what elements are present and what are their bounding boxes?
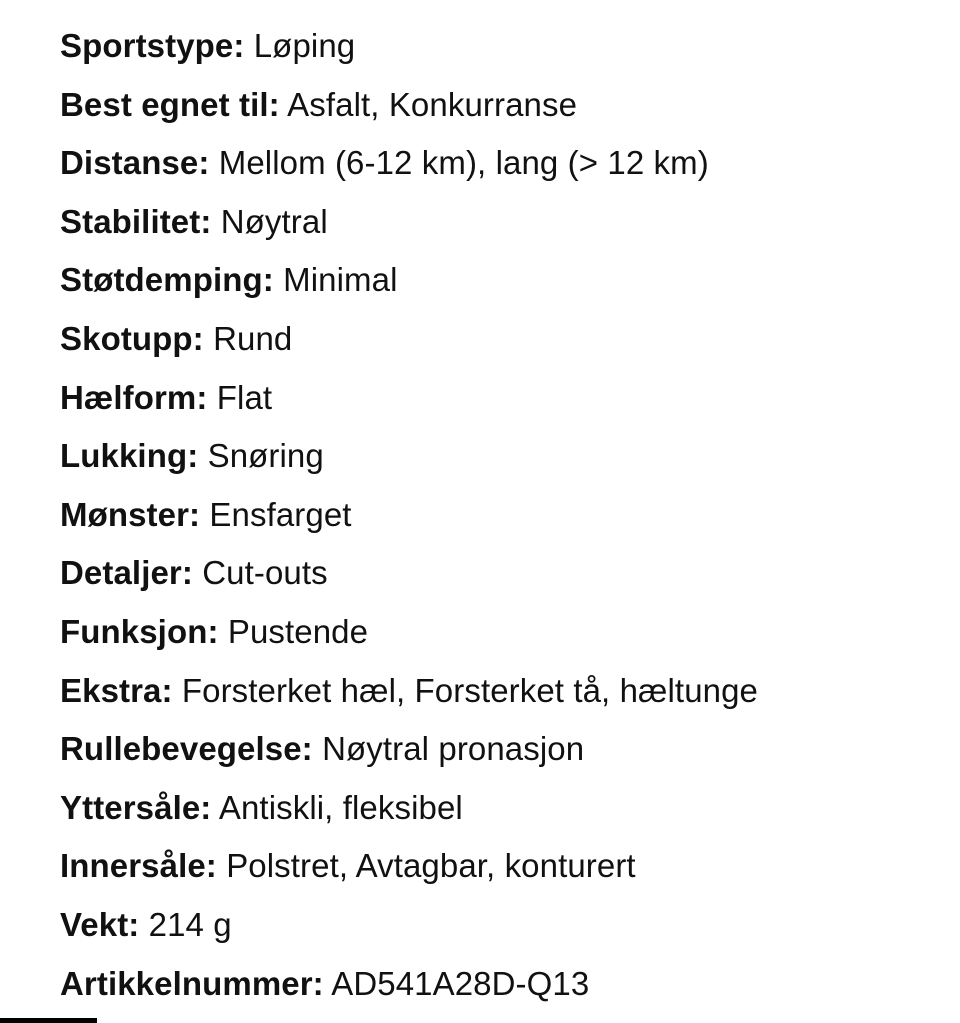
spec-row-best-egnet-til [60, 85, 940, 144]
spec-row-sportstype [60, 26, 940, 85]
spec-label: Skotupp: [60, 319, 204, 357]
spec-value: Flat [216, 378, 273, 416]
spec-label: Sportstype: [60, 27, 245, 64]
spec-value: Minimal [283, 261, 398, 299]
spec-label: Mønster: [60, 495, 201, 533]
spec-value: Polstret, Avtagbar, konturert [226, 847, 636, 885]
spec-label: Hælform: [60, 378, 208, 416]
spec-value: Antiskli, fleksibel [218, 788, 463, 826]
spec-label: Detaljer: [60, 554, 193, 592]
bottom-edge-bar [0, 1018, 97, 1023]
spec-row-detaljer [60, 553, 940, 612]
spec-row-monster [60, 495, 940, 554]
spec-value: Nøytral [220, 202, 328, 240]
spec-label: Ekstra: [60, 671, 173, 709]
spec-value: Cut-outs [202, 554, 328, 592]
spec-row-haelform [60, 378, 940, 437]
spec-row-rullebevegelse [60, 729, 940, 788]
spec-value: Rund [213, 319, 293, 357]
spec-label: Vekt: [60, 905, 140, 943]
spec-value: Mellom (6-12 km), lang (> 12 km) [218, 144, 709, 182]
spec-value: Nøytral pronasjon [322, 730, 585, 768]
spec-value: 214 g [148, 905, 232, 943]
spec-label: Lukking: [60, 437, 199, 475]
spec-label: Stabilitet: [60, 202, 212, 240]
spec-row-distanse [60, 143, 940, 202]
spec-value: Forsterket hæl, Forsterket tå, hæltunge [181, 671, 759, 709]
spec-row-artikkelnummer [60, 964, 940, 1023]
spec-label: Innersåle: [60, 847, 217, 885]
spec-row-skotupp [60, 319, 940, 378]
spec-row-lukking [60, 436, 940, 495]
spec-row-stotdemping [60, 260, 940, 319]
spec-value: Pustende [227, 612, 369, 650]
spec-label: Funksjon: [60, 612, 219, 650]
spec-row-funksjon [60, 612, 940, 671]
product-spec-list [60, 26, 940, 1022]
spec-label: Støtdemping: [60, 261, 274, 299]
spec-row-ekstra [60, 671, 940, 730]
spec-label: Distanse: [60, 144, 210, 182]
spec-value: Løping [253, 27, 356, 64]
spec-label: Best egnet til: [60, 85, 280, 123]
spec-row-yttersale [60, 788, 940, 847]
spec-row-innersale [60, 846, 940, 905]
spec-value: Ensfarget [209, 495, 352, 533]
spec-value: Asfalt, Konkurranse [287, 85, 578, 123]
spec-value: Snøring [207, 437, 324, 475]
spec-label: Rullebevegelse: [60, 730, 313, 768]
spec-value: AD541A28D-Q13 [331, 964, 590, 1002]
spec-label: Artikkelnummer: [60, 964, 324, 1002]
spec-row-vekt [60, 905, 940, 964]
spec-row-stabilitet [60, 202, 940, 261]
spec-label: Yttersåle: [60, 788, 212, 826]
